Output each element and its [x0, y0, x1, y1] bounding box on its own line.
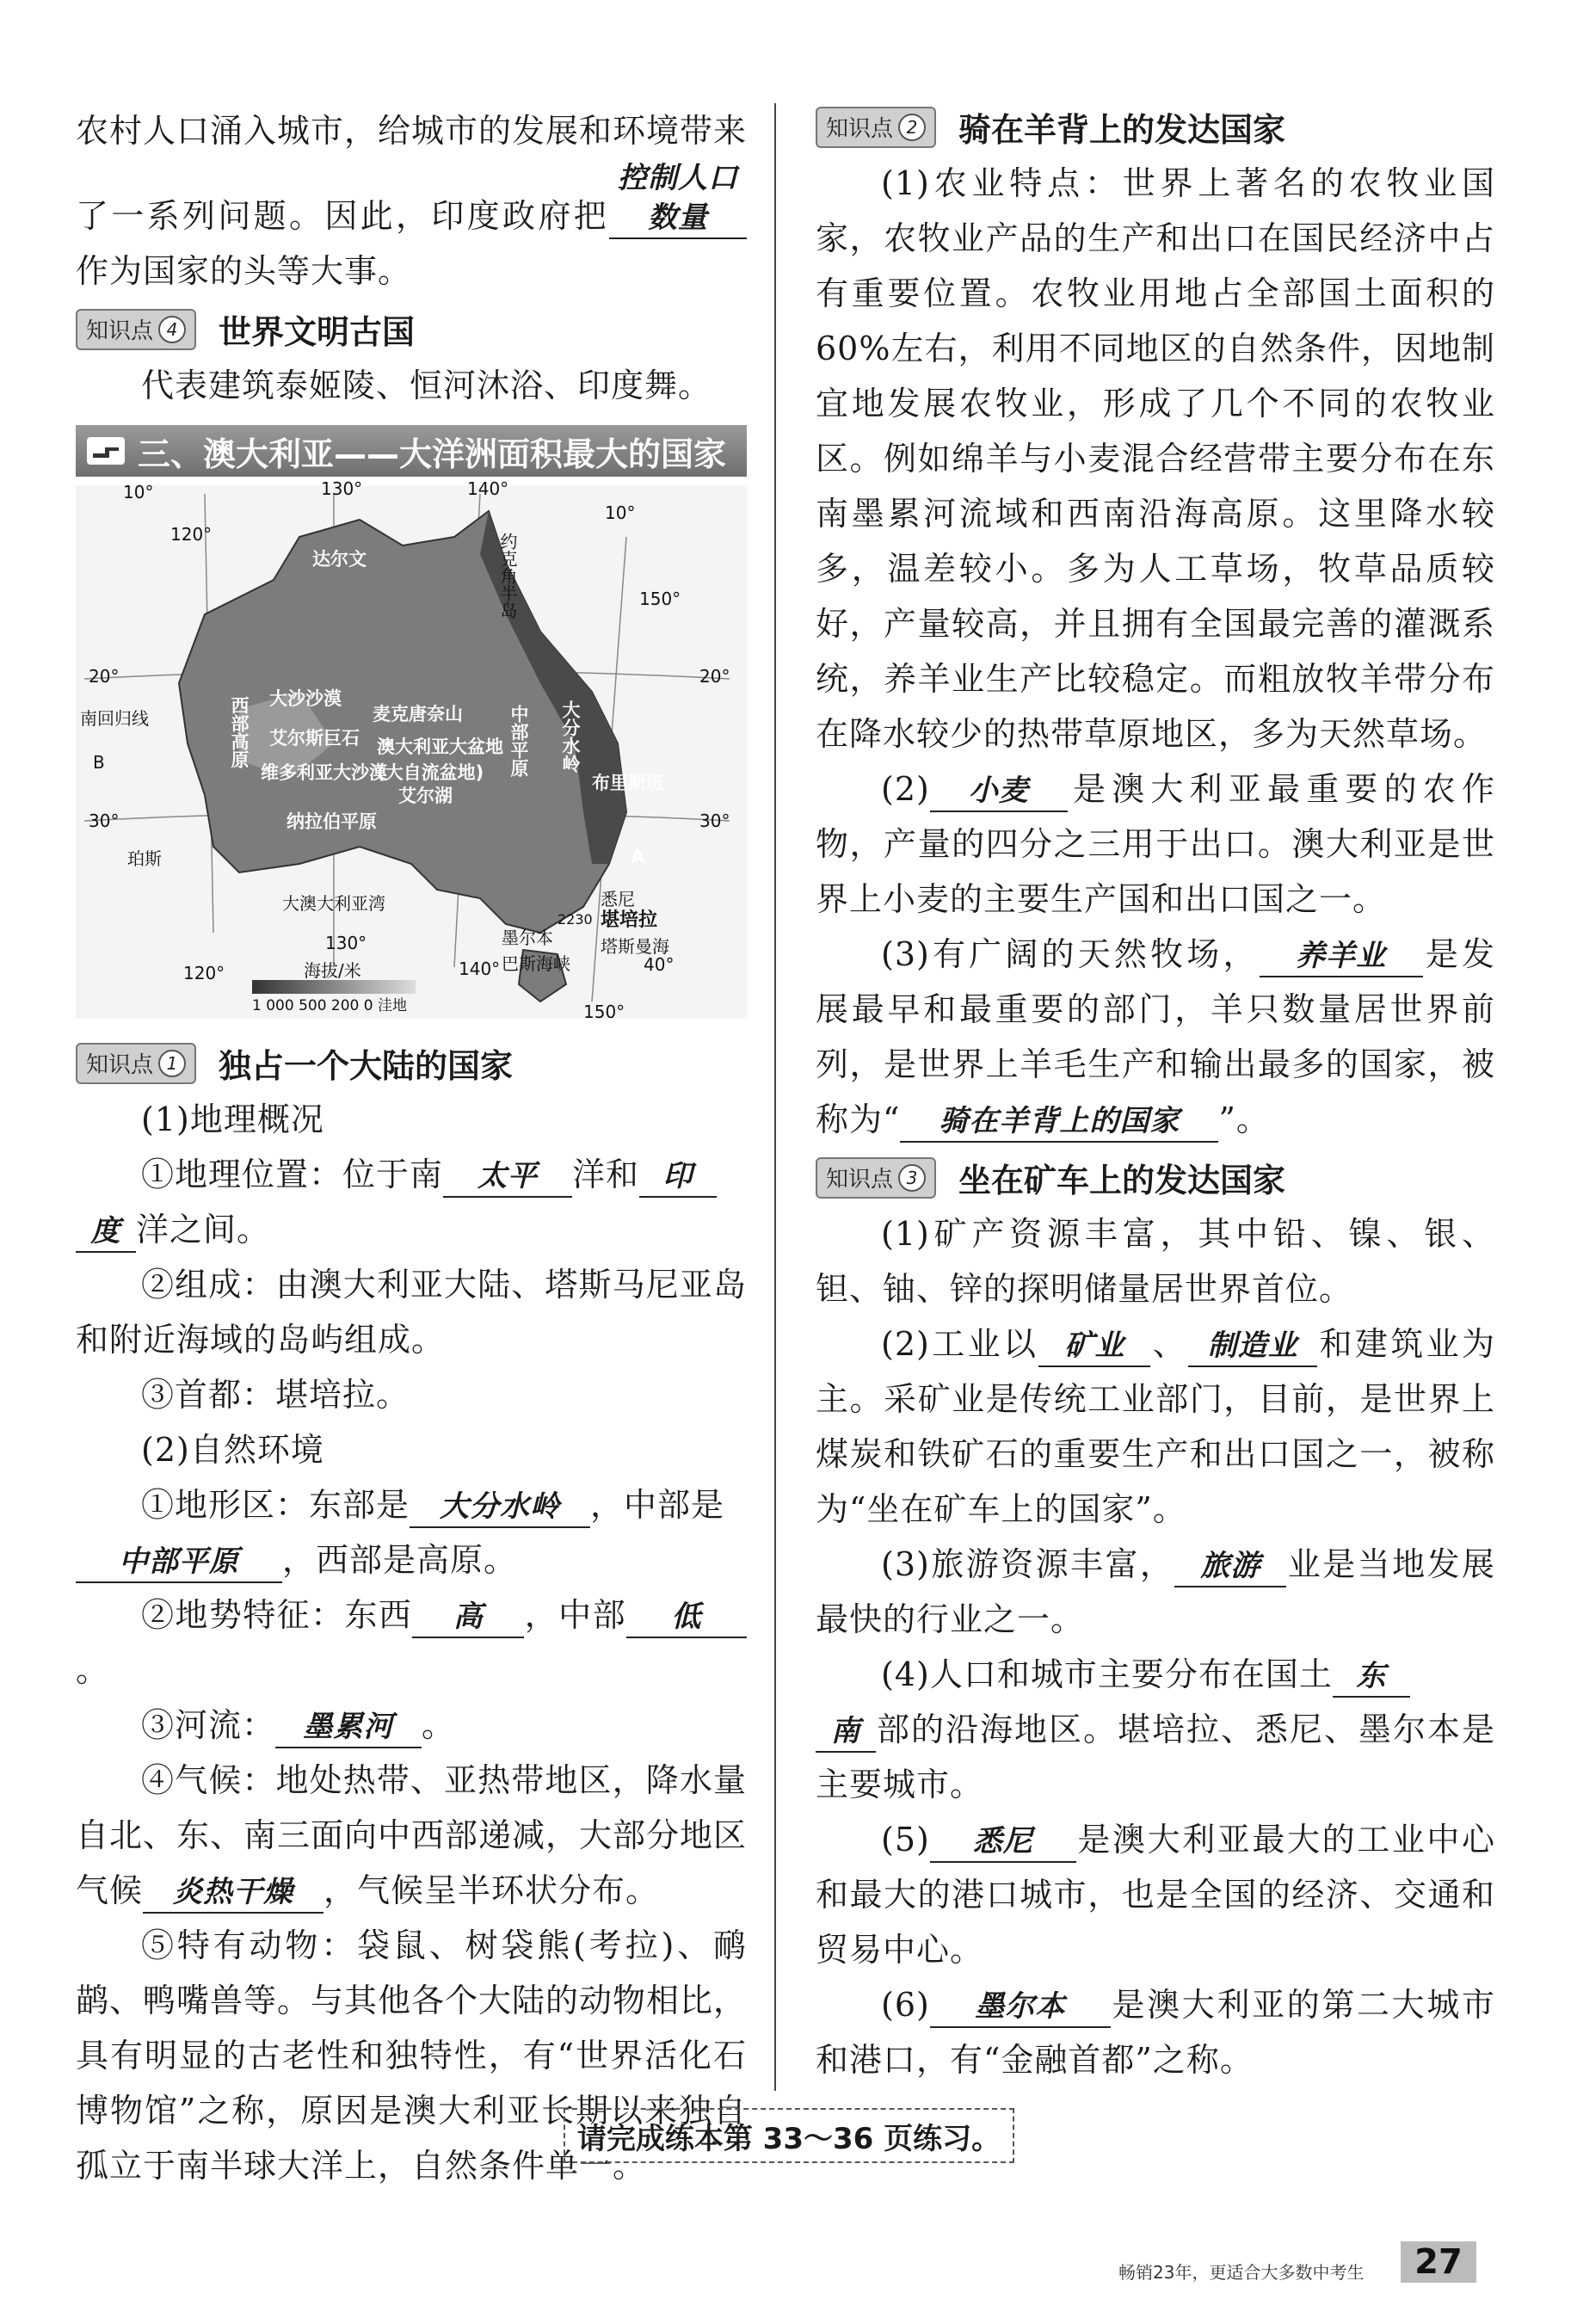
map-place-label: 澳大利亚大盆地(大自流盆地)	[377, 737, 503, 783]
australia-topographic-map	[76, 478, 747, 1022]
industry-paragraph: (2)工业以 矿业 、 制造业 和建筑业为主。采矿业是传统工业部门，目前，是世界上煤炭和铁矿石的重要生产和出口国之一，被称为“坐在矿车上的国家”。	[816, 1325, 1495, 1528]
map-legend-scale: 1 000 500 200 0 洼地	[252, 997, 407, 1014]
map-place-label: 中部平原	[508, 705, 529, 777]
map-place-label: 珀斯	[127, 848, 162, 869]
knowledge-point-title: 坐在矿车上的发达国家	[958, 1162, 1286, 1199]
knowledge-point-badge: 知识点 3	[816, 1157, 936, 1199]
knowledge-point-4-heading	[76, 305, 747, 353]
kp4-text: 代表建筑泰姬陵、恒河沐浴、印度舞。	[141, 367, 712, 404]
column-divider	[774, 103, 776, 2091]
capital-line: ③首都：堪培拉。	[141, 1376, 410, 1414]
map-lon-label: 10°	[605, 502, 636, 523]
population-paragraph: (4)人口和城市主要分布在国土 东 南 部的沿海地区。堪培拉、悉尼、墨尔本是主要城市。	[816, 1655, 1495, 1803]
answer-blank: 墨累河	[275, 1707, 422, 1748]
answer-blank: 小麦	[930, 771, 1068, 812]
map-lon-label: 150°	[583, 1002, 625, 1022]
mineral-paragraph: (1)矿产资源丰富，其中铅、镍、银、钽、铀、锌的探明储量居世界首位。	[816, 1215, 1495, 1308]
map-lat-label: 120°	[170, 524, 213, 545]
map-legend-title: 海拔/米	[304, 960, 361, 981]
map-place-label: 布里斯班	[592, 773, 664, 793]
map-lon-label: 120°	[183, 963, 225, 983]
location-line: ①地理位置：位于南 太平 洋和 印 度 洋之间。	[76, 1147, 747, 1257]
map-lon-label: 140°	[467, 478, 509, 499]
answer-blank: 制造业	[1188, 1326, 1317, 1367]
answer-blank: 控制人口数量	[609, 158, 747, 239]
knowledge-point-3-heading	[816, 1154, 1495, 1201]
knowledge-point-title: 骑在羊背上的发达国家	[958, 111, 1286, 149]
animals-line: ⑤特有动物：袋鼠、树袋熊(考拉)、鸸鹋、鸭嘴兽等。与其他各个大陆的动物相比，具有明显的古老性和独特性，有“世界活化石博物馆”之称，原因是澳大利亚长期以来独自孤立于南半球大洋上，自然条件单一。	[76, 1926, 748, 2185]
map-place-label: 麦克唐奈山	[373, 704, 463, 724]
map-place-label: 大沙沙漠	[269, 688, 342, 709]
map-lon-label: 130°	[321, 478, 363, 499]
answer-blank: 旅游	[1174, 1546, 1286, 1587]
answer-blank: 中部平原	[76, 1542, 282, 1583]
knowledge-point-badge: 知识点 4	[76, 309, 196, 350]
map-place-label: 大分水岭	[560, 700, 581, 773]
knowledge-point-badge: 知识点 2	[816, 107, 936, 148]
answer-blank: 骑在羊背上的国家	[900, 1101, 1218, 1143]
map-place-label: 堪培拉	[601, 909, 658, 931]
knowledge-point-title: 独占一个大陆的国家	[219, 1047, 514, 1085]
composition-line: ②组成：由澳大利亚大陆、塔斯马尼亚岛和附近海域的岛屿组成。	[76, 1266, 747, 1359]
map-lat-label: 40°	[644, 954, 675, 975]
map-place-label: 西部高原	[229, 696, 250, 768]
terrain-line: ②地势特征：东西 高 ，中部 低。	[76, 1587, 747, 1698]
map-lat-label: 20°	[89, 666, 120, 687]
map-lat-label: 30°	[89, 811, 120, 831]
answer-blank: 太平	[443, 1156, 572, 1198]
map-place-label: B	[93, 752, 105, 773]
map-place-label: 艾尔斯巨石	[269, 728, 360, 749]
right-column	[816, 103, 1495, 2087]
map-lon-label: 130°	[325, 933, 367, 953]
subheading: (2)自然环境	[141, 1431, 324, 1469]
answer-blank: 大分水岭	[410, 1487, 590, 1528]
map-place-label: 艾尔湖	[398, 786, 453, 806]
answer-blank: 悉尼	[930, 1822, 1076, 1863]
page-number: 27	[1401, 2241, 1476, 2283]
answer-blank: 养羊业	[1260, 936, 1423, 977]
map-place-label: 大澳大利亚湾	[282, 893, 385, 914]
map-lat-label: 20°	[699, 666, 730, 687]
section-title: 三、澳大利亚——大洋洲面积最大的国家	[138, 435, 727, 473]
river-line: ③河流： 墨累河 。	[76, 1698, 747, 1753]
answer-blank: 南	[816, 1711, 876, 1753]
map-lat-label: 150°	[639, 589, 681, 609]
pointing-hand-icon	[86, 436, 126, 465]
map-place-label: 墨尔本	[502, 928, 553, 948]
map-place-label: A	[631, 847, 645, 867]
melbourne-paragraph: (6) 墨尔本 是澳大利亚的第二大城市和港口，有“金融首都”之称。	[816, 1986, 1495, 2079]
map-lon-label: 10°	[123, 482, 154, 502]
subheading: (1)地理概况	[141, 1100, 324, 1138]
map-place-label: 2230	[558, 911, 593, 928]
map-lon-label: 140°	[459, 959, 501, 979]
knowledge-point-1-heading	[76, 1039, 747, 1087]
map-place-label: 达尔文	[312, 549, 367, 570]
climate-line: ④气候：地处热带、亚热带地区，降水量自北、东、南三面向中西部递减，大部分地区气候 炎热干燥 ，气候呈半环状分布。	[76, 1753, 747, 1918]
map-place-label: 纳拉伯平原	[286, 811, 377, 832]
practice-reminder: 请完成练本第 33～36 页练习。	[564, 2108, 1014, 2163]
knowledge-point-badge: 知识点 1	[76, 1043, 196, 1084]
map-place-label: 维多利亚大沙漠	[261, 762, 387, 783]
left-column	[76, 103, 747, 2193]
page-slogan: 畅销23年，更适合大多数中考生	[1118, 2262, 1365, 2283]
map-place-label: 南回归线	[80, 708, 149, 729]
answer-blank: 度	[76, 1211, 136, 1253]
map-lat-label: 30°	[699, 811, 730, 831]
sheep-paragraph: (3)有广阔的天然牧场， 养羊业 是发展最早和最重要的部门，羊只数量居世界前列，是世界上羊毛生产和输出最多的国家，被称为“ 骑在羊背上的国家 ”。	[816, 927, 1495, 1147]
answer-blank: 东	[1333, 1656, 1410, 1698]
map-place-label: 塔斯曼海	[601, 936, 669, 957]
answer-blank: 矿业	[1038, 1326, 1150, 1367]
answer-blank: 墨尔本	[930, 1987, 1111, 2028]
sydney-paragraph: (5) 悉尼 是澳大利亚最大的工业中心和最大的港口城市，也是全国的经济、交通和贸易中心。	[816, 1821, 1495, 1969]
intro-paragraph: 农村人口涌入城市，给城市的发展和环境带来了一系列问题。因此，印度政府把控制人口数量作为国家的头等大事。	[76, 112, 748, 290]
wheat-paragraph: (2) 小麦 是澳大利亚最重要的农作物，产量的四分之三用于出口。澳大利亚是世界上小麦的主要生产国和出口国之一。	[816, 770, 1495, 918]
landform-line: ①地形区：东部是 大分水岭 ，中部是 中部平原 ，西部是高原。	[76, 1477, 747, 1587]
knowledge-point-title: 世界文明古国	[219, 313, 416, 351]
map-place-label: 悉尼	[601, 889, 635, 909]
answer-blank: 炎热干燥	[143, 1872, 323, 1914]
knowledge-point-2-heading	[816, 103, 1495, 151]
answer-blank: 低	[626, 1597, 747, 1638]
tourism-paragraph: (3)旅游资源丰富， 旅游 业是当地发展最快的行业之一。	[816, 1545, 1495, 1638]
answer-blank: 高	[412, 1597, 524, 1638]
map-place-label: 约克角半岛	[497, 533, 518, 619]
answer-blank: 印	[639, 1156, 717, 1198]
section-banner-australia	[76, 425, 747, 477]
agriculture-paragraph: (1)农业特点：世界上著名的农牧业国家，农牧业产品的生产和出口在国民经济中占有重要位置。农牧业用地占全部国土面积的60%左右，利用不同地区的自然条件，因地制宜地发展农牧业，形成了几个不同的农牧业区。例如绵羊与小麦混合经营带主要分布在东南墨累河流域和西南沿海高原。这里降水较多，温差较小。多为人工草场，牧草品质较好，产量较高，并且拥有全国最完善的灌溉系统，养羊业生产比较稳定。而粗放牧羊带分布在降水较少的热带草原地区，多为天然草场。	[816, 164, 1495, 753]
map-place-label: 巴斯海峡	[502, 953, 570, 974]
